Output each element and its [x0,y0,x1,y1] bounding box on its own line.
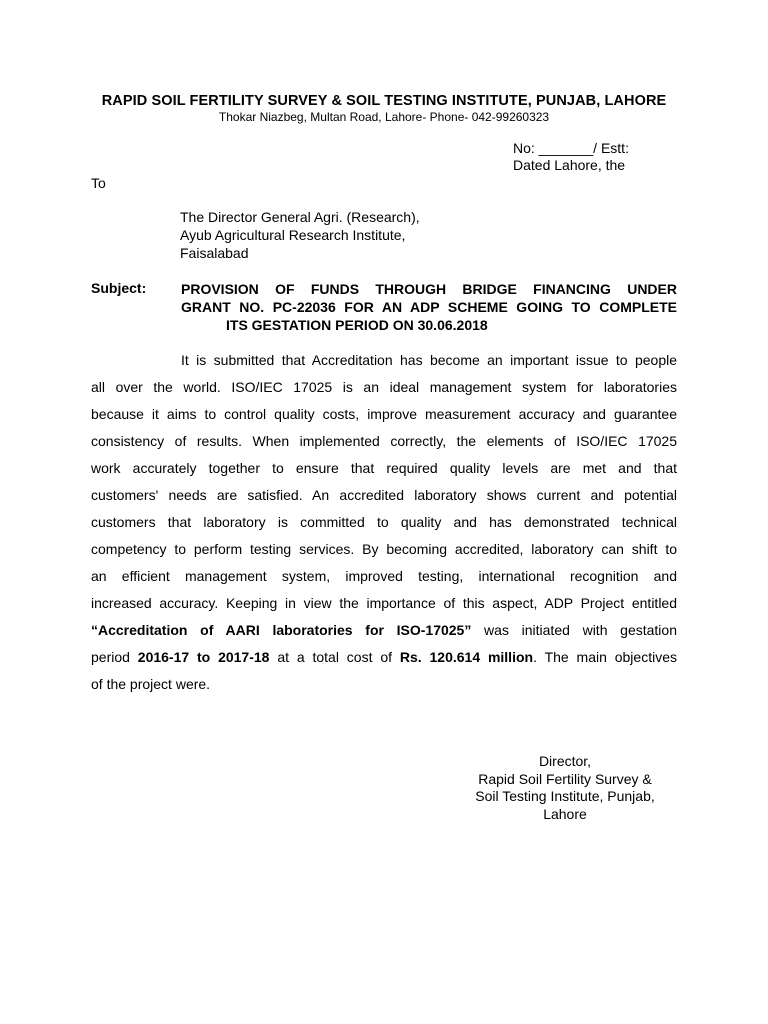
paragraph-text: . The main objectives [533,649,677,665]
reference-date: Dated Lahore, the [513,157,626,173]
paragraph-line: all over the world. ISO/IEC 17025 is an ideal management system for laboratories [91,379,677,395]
paragraph-line: customers that laboratory is committed to quality and has demonstrated technical [91,514,677,530]
gestation-period: 2016-17 to 2017-18 [137,649,270,665]
paragraph-line [91,617,677,644]
paragraph-line: customers' needs are satisfied. An accredited laboratory shows current and potential [91,487,677,503]
signature-line: Lahore [543,805,587,822]
paragraph-text: period [91,649,138,665]
addressee-line: The Director General Agri. (Research), [180,209,420,225]
body-paragraph [91,347,677,698]
paragraph-text: was initiated with gestation [471,622,677,638]
subject-line: ITS GESTATION PERIOD ON 30.06.2018 [226,317,488,333]
subject-label: Subject: [91,280,147,296]
to-label: To [91,175,106,191]
signature-block [440,753,690,823]
paragraph-line: an efficient management system, improved testing, international recognition and [91,568,677,584]
project-title: “Accreditation of AARI laboratories for ISO-17025” [91,622,472,638]
subject-line: GRANT NO. PC-22036 FOR AN ADP SCHEME GOING TO COMPLETE [181,299,677,315]
paragraph-line: of the project were. [91,676,211,692]
paragraph-line: work accurately together to ensure that required quality levels are met and that [91,460,677,476]
institute-address: Thokar Niazbeg, Multan Road, Lahore- Phone- 042-99260323 [218,110,550,124]
paragraph-line: consistency of results. When implemented correctly, the elements of ISO/IEC 17025 [91,433,677,449]
signature-line: Rapid Soil Fertility Survey & [478,770,652,787]
signature-line: Soil Testing Institute, Punjab, [475,788,655,804]
paragraph-line: because it aims to control quality costs, improve measurement accuracy and guarantee [91,406,677,422]
paragraph-line [91,644,677,671]
project-cost: Rs. 120.614 million [399,649,534,665]
signature-line: Director, [538,753,592,769]
subject-text [181,280,677,334]
addressee-line: Ayub Agricultural Research Institute, [180,227,406,243]
addressee-block [180,208,420,262]
addressee-line: Faisalabad [180,245,249,261]
institute-title: RAPID SOIL FERTILITY SURVEY & SOIL TESTING INSTITUTE, PUNJAB, LAHORE [101,93,667,109]
subject-line: PROVISION OF FUNDS THROUGH BRIDGE FINANCING UNDER [181,281,677,297]
reference-number: No: _______/ Estt: [513,140,629,156]
paragraph-line: increased accuracy. Keeping in view the importance of this aspect, ADP Project entitled [91,595,677,611]
paragraph-line: It is submitted that Accreditation has become an important issue to people [181,352,677,368]
paragraph-text: at a total cost of [269,649,400,665]
paragraph-line: competency to perform testing services. By becoming accredited, laboratory can shift to [91,541,677,557]
